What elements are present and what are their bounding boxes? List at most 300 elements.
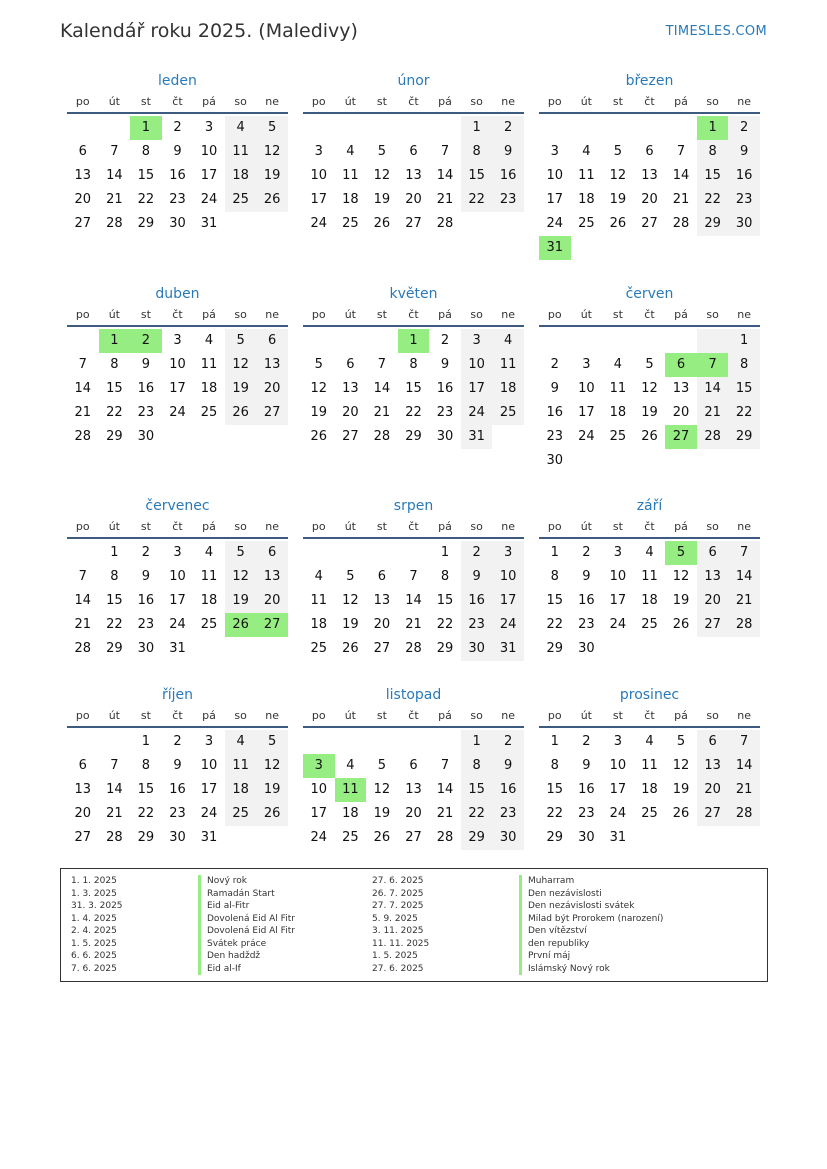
day-cell: 28 <box>697 425 729 449</box>
empty-day <box>335 541 367 565</box>
empty-day <box>697 329 729 353</box>
weekday-label: so <box>234 520 247 533</box>
day-cell: 6 <box>409 144 418 159</box>
month-name: červenec <box>145 498 210 514</box>
legend-names-left <box>198 875 295 975</box>
day-cell: 16 <box>578 782 595 797</box>
header-divider <box>67 726 288 728</box>
weekday-label: čt <box>172 520 183 533</box>
weekday-header <box>539 517 760 537</box>
week-row <box>539 401 760 425</box>
day-cell: 9 <box>461 565 493 589</box>
header-divider <box>67 537 288 539</box>
day-cell: 10 <box>461 353 493 377</box>
day-cell: 1 <box>550 734 559 749</box>
week-row <box>67 637 288 661</box>
weekday-label: so <box>470 709 483 722</box>
day-cell: 14 <box>728 565 760 589</box>
empty-day <box>602 449 634 473</box>
day-cell: 26 <box>373 830 391 845</box>
day-cell: 29 <box>728 425 760 449</box>
month-4 <box>303 283 524 449</box>
day-cell: 8 <box>110 357 119 372</box>
weekday-label: pá <box>438 520 452 533</box>
day-cell: 2 <box>492 730 524 754</box>
day-cell: 22 <box>546 617 564 632</box>
holiday-day-cell: 26 <box>225 613 257 637</box>
month-2 <box>539 70 760 260</box>
weekday-label: ne <box>501 520 516 533</box>
day-cell: 17 <box>200 782 218 797</box>
week-row <box>303 353 524 377</box>
weekday-label: st <box>612 308 623 321</box>
empty-day <box>665 826 697 850</box>
weekday-label: čt <box>408 709 419 722</box>
day-cell: 5 <box>256 116 288 140</box>
empty-day <box>665 449 697 473</box>
month-name: červen <box>625 286 674 302</box>
day-cell: 6 <box>697 541 729 565</box>
weekday-label: út <box>580 520 592 533</box>
day-cell: 18 <box>342 806 359 821</box>
day-cell: 20 <box>74 192 92 207</box>
day-cell: 8 <box>728 353 760 377</box>
weekday-label: st <box>140 95 151 108</box>
day-cell: 17 <box>492 589 524 613</box>
day-cell: 8 <box>461 140 493 164</box>
day-cell: 28 <box>728 613 760 637</box>
weekday-label: út <box>580 308 592 321</box>
day-cell: 29 <box>106 641 123 656</box>
day-cell: 16 <box>492 778 524 802</box>
weekday-label: út <box>344 520 356 533</box>
empty-day <box>571 449 603 473</box>
week-row <box>303 188 524 212</box>
header-divider <box>539 325 760 327</box>
legend-date: 27. 7. 2025 <box>372 901 424 911</box>
day-cell: 13 <box>373 593 391 608</box>
day-cell: 11 <box>342 168 359 183</box>
day-cell: 7 <box>78 357 87 372</box>
legend-date: 1. 1. 2025 <box>71 876 117 886</box>
day-cell: 11 <box>225 140 257 164</box>
day-cell: 2 <box>582 734 591 749</box>
day-cell: 10 <box>169 357 186 372</box>
legend-date: 26. 7. 2025 <box>372 888 424 899</box>
day-cell: 15 <box>461 778 493 802</box>
day-cell: 19 <box>672 782 690 797</box>
day-cell: 12 <box>672 758 690 773</box>
day-cell: 25 <box>342 216 359 231</box>
day-cell: 22 <box>106 617 123 632</box>
day-cell: 20 <box>672 405 690 420</box>
week-row <box>539 449 760 473</box>
day-cell: 6 <box>78 144 87 159</box>
day-cell: 28 <box>74 429 92 444</box>
weekday-label: út <box>580 95 592 108</box>
day-cell: 15 <box>137 782 155 797</box>
month-9 <box>67 684 288 850</box>
week-row <box>539 730 760 754</box>
day-cell: 25 <box>225 188 257 212</box>
day-cell: 30 <box>137 641 155 656</box>
day-cell: 9 <box>173 758 182 773</box>
week-row <box>303 164 524 188</box>
month-10 <box>303 684 524 850</box>
day-cell: 15 <box>137 168 155 183</box>
empty-day <box>697 449 729 473</box>
day-cell: 11 <box>641 758 658 773</box>
holiday-legend <box>60 868 768 982</box>
header-divider <box>303 112 524 114</box>
week-row <box>67 425 288 449</box>
day-cell: 9 <box>582 758 591 773</box>
empty-day <box>728 449 760 473</box>
day-cell: 9 <box>141 357 151 372</box>
weekday-label: st <box>376 709 387 722</box>
weekday-label: st <box>140 520 151 533</box>
weekday-label: ne <box>265 709 280 722</box>
weekday-header <box>303 92 524 112</box>
day-cell: 21 <box>74 617 92 632</box>
day-cell: 24 <box>310 830 328 845</box>
day-cell: 1 <box>728 329 760 353</box>
legend-holiday-name: První máj <box>519 950 663 963</box>
week-row <box>539 164 760 188</box>
day-cell: 17 <box>609 593 627 608</box>
empty-day <box>634 236 666 260</box>
weekday-label: st <box>612 520 623 533</box>
month-1 <box>303 70 524 236</box>
day-cell: 19 <box>373 806 391 821</box>
legend-date: 27. 6. 2025 <box>372 963 424 974</box>
week-row <box>539 802 760 826</box>
week-row <box>303 613 524 637</box>
day-cell: 4 <box>314 569 323 584</box>
empty-day <box>67 730 99 754</box>
day-cell: 15 <box>546 593 564 608</box>
week-row <box>67 212 288 236</box>
header-divider <box>303 726 524 728</box>
legend-holiday-name: Nový rok <box>198 875 295 888</box>
day-cell: 30 <box>169 216 186 231</box>
weekday-label: po <box>75 520 90 533</box>
weekday-label: pá <box>202 308 216 321</box>
legend-holiday-name: Ramadán Start <box>198 888 295 901</box>
empty-day <box>193 637 225 661</box>
day-cell: 17 <box>200 168 218 183</box>
day-cell: 3 <box>613 545 623 560</box>
day-cell: 23 <box>137 405 155 420</box>
week-row <box>303 730 524 754</box>
week-row <box>539 565 760 589</box>
day-cell: 20 <box>405 192 422 207</box>
day-cell: 18 <box>578 192 595 207</box>
day-cell: 25 <box>200 405 218 420</box>
day-cell: 4 <box>225 730 257 754</box>
day-cell: 21 <box>672 192 690 207</box>
header-divider <box>303 325 524 327</box>
legend-date: 1. 3. 2025 <box>71 888 117 899</box>
month-name: říjen <box>161 687 194 703</box>
day-cell: 21 <box>697 401 729 425</box>
day-cell: 8 <box>550 569 559 584</box>
weekday-label: po <box>75 95 90 108</box>
legend-date: 5. 9. 2025 <box>372 913 418 924</box>
weekday-label: pá <box>674 520 688 533</box>
day-cell: 8 <box>697 140 729 164</box>
empty-day <box>366 730 398 754</box>
day-cell: 9 <box>728 140 760 164</box>
day-cell: 13 <box>697 754 729 778</box>
weekday-header <box>539 92 760 112</box>
day-cell: 6 <box>377 569 387 584</box>
day-cell: 4 <box>645 545 654 560</box>
week-row <box>67 329 288 353</box>
weekday-label: st <box>612 95 623 108</box>
legend-holiday-name: Milad být Prorokem (narození) <box>519 913 663 926</box>
day-cell: 19 <box>225 377 257 401</box>
weekday-label: út <box>108 95 120 108</box>
day-cell: 14 <box>436 782 454 797</box>
day-cell: 25 <box>609 429 627 444</box>
empty-day <box>539 116 571 140</box>
day-cell: 21 <box>106 806 123 821</box>
day-cell: 20 <box>405 806 422 821</box>
day-cell: 23 <box>546 429 564 444</box>
week-row <box>303 212 524 236</box>
day-cell: 18 <box>641 593 658 608</box>
weekday-label: pá <box>674 95 688 108</box>
weekday-header <box>67 517 288 537</box>
weekday-label: so <box>470 520 483 533</box>
day-cell: 19 <box>342 617 359 632</box>
day-cell: 22 <box>461 188 493 212</box>
weekday-label: so <box>706 709 719 722</box>
day-cell: 25 <box>225 802 257 826</box>
day-cell: 21 <box>405 617 422 632</box>
day-cell: 30 <box>728 212 760 236</box>
weekday-label: po <box>75 709 90 722</box>
day-cell: 14 <box>672 168 690 183</box>
day-cell: 11 <box>310 593 328 608</box>
day-cell: 16 <box>169 782 186 797</box>
day-cell: 5 <box>613 144 623 159</box>
week-row <box>67 164 288 188</box>
weekday-label: čt <box>408 95 419 108</box>
day-cell: 2 <box>550 357 559 372</box>
day-cell: 14 <box>74 381 92 396</box>
day-cell: 11 <box>641 569 658 584</box>
week-row <box>303 826 524 850</box>
weekday-label: po <box>311 95 326 108</box>
day-cell: 14 <box>405 593 422 608</box>
day-cell: 23 <box>578 806 595 821</box>
empty-day <box>398 730 430 754</box>
week-row <box>539 329 760 353</box>
header-divider <box>67 325 288 327</box>
empty-day <box>571 236 603 260</box>
day-cell: 3 <box>492 541 524 565</box>
weekday-label: ne <box>737 95 752 108</box>
empty-day <box>366 116 398 140</box>
weekday-label: so <box>234 709 247 722</box>
weekday-label: pá <box>202 709 216 722</box>
day-cell: 12 <box>641 381 658 396</box>
day-cell: 30 <box>578 830 595 845</box>
weekday-label: čt <box>408 308 419 321</box>
day-cell: 27 <box>405 830 422 845</box>
day-cell: 18 <box>342 192 359 207</box>
month-0 <box>67 70 288 236</box>
holiday-day-cell: 2 <box>130 329 162 353</box>
day-cell: 16 <box>137 381 155 396</box>
day-cell: 2 <box>440 333 450 348</box>
weekday-label: čt <box>644 308 655 321</box>
header-divider <box>303 537 524 539</box>
header-divider <box>539 537 760 539</box>
day-cell: 26 <box>342 641 359 656</box>
legend-holiday-name: den republiky <box>519 938 663 951</box>
day-cell: 23 <box>461 613 493 637</box>
day-cell: 8 <box>110 569 119 584</box>
day-cell: 28 <box>436 830 454 845</box>
day-cell: 10 <box>578 381 595 396</box>
day-cell: 24 <box>200 192 218 207</box>
weekday-label: út <box>344 308 356 321</box>
day-cell: 27 <box>74 216 92 231</box>
day-cell: 24 <box>200 806 218 821</box>
day-cell: 4 <box>582 144 591 159</box>
day-cell: 18 <box>641 782 658 797</box>
day-cell: 7 <box>440 144 450 159</box>
empty-day <box>162 425 194 449</box>
day-cell: 16 <box>546 405 564 420</box>
day-cell: 28 <box>672 216 690 231</box>
weekday-label: st <box>376 95 387 108</box>
week-row <box>67 589 288 613</box>
day-cell: 4 <box>613 357 623 372</box>
week-row <box>539 541 760 565</box>
day-cell: 31 <box>169 641 186 656</box>
legend-date: 11. 11. 2025 <box>372 938 430 949</box>
day-cell: 21 <box>106 192 123 207</box>
holiday-day-cell: 1 <box>398 329 430 353</box>
day-cell: 4 <box>492 329 524 353</box>
weekday-label: út <box>108 308 120 321</box>
day-cell: 8 <box>550 758 559 773</box>
day-cell: 12 <box>256 754 288 778</box>
week-row <box>303 425 524 449</box>
day-cell: 3 <box>173 333 182 348</box>
weekday-label: út <box>344 709 356 722</box>
weekday-label: po <box>547 520 562 533</box>
day-cell: 20 <box>641 192 658 207</box>
day-cell: 1 <box>550 545 559 560</box>
day-cell: 3 <box>582 357 591 372</box>
month-name: listopad <box>385 687 442 703</box>
day-cell: 8 <box>141 758 151 773</box>
day-cell: 20 <box>74 806 92 821</box>
empty-day <box>225 826 257 850</box>
weekday-label: čt <box>644 520 655 533</box>
header-divider <box>539 726 760 728</box>
day-cell: 4 <box>346 144 355 159</box>
day-cell: 29 <box>106 429 123 444</box>
day-cell: 22 <box>106 405 123 420</box>
day-cell: 27 <box>405 216 422 231</box>
day-cell: 11 <box>200 569 218 584</box>
day-cell: 10 <box>546 168 564 183</box>
empty-day <box>728 637 760 661</box>
day-cell: 16 <box>492 164 524 188</box>
weekday-header <box>303 305 524 325</box>
empty-day <box>665 116 697 140</box>
day-cell: 24 <box>609 806 627 821</box>
day-cell: 18 <box>200 381 218 396</box>
week-row <box>67 754 288 778</box>
day-cell: 5 <box>225 329 257 353</box>
day-cell: 7 <box>440 758 450 773</box>
weekday-label: st <box>140 308 151 321</box>
day-cell: 4 <box>204 545 214 560</box>
weekday-label: po <box>547 308 562 321</box>
day-cell: 8 <box>141 144 151 159</box>
day-cell: 5 <box>377 758 387 773</box>
day-cell: 13 <box>74 168 92 183</box>
day-cell: 30 <box>546 453 564 468</box>
day-cell: 9 <box>550 381 559 396</box>
day-cell: 9 <box>173 144 182 159</box>
day-cell: 17 <box>169 381 186 396</box>
week-row <box>539 754 760 778</box>
month-11 <box>539 684 760 850</box>
day-cell: 3 <box>204 734 214 749</box>
day-cell: 10 <box>609 758 627 773</box>
legend-holiday-name: Muharram <box>519 875 663 888</box>
month-name: únor <box>397 73 430 89</box>
day-cell: 31 <box>461 425 493 449</box>
day-cell: 31 <box>492 637 524 661</box>
day-cell: 17 <box>310 806 328 821</box>
weekday-header <box>539 305 760 325</box>
day-cell: 18 <box>200 593 218 608</box>
day-cell: 29 <box>697 212 729 236</box>
legend-date: 6. 6. 2025 <box>71 951 117 961</box>
weekday-label: ne <box>737 520 752 533</box>
day-cell: 26 <box>256 188 288 212</box>
brand-link[interactable]: TIMESLES.COM <box>665 24 767 39</box>
week-row <box>303 637 524 661</box>
day-cell: 14 <box>436 168 454 183</box>
day-cell: 8 <box>461 754 493 778</box>
empty-day <box>225 425 257 449</box>
day-cell: 2 <box>492 116 524 140</box>
day-cell: 30 <box>578 641 595 656</box>
legend-holiday-name: Svátek práce <box>198 938 295 951</box>
day-cell: 15 <box>697 164 729 188</box>
day-cell: 10 <box>609 569 627 584</box>
legend-holiday-name: Islámský Nový rok <box>519 963 663 976</box>
weekday-label: so <box>234 95 247 108</box>
legend-holiday-name: Den hadždž <box>198 950 295 963</box>
day-cell: 12 <box>310 381 328 396</box>
month-name: leden <box>158 73 197 89</box>
day-cell: 5 <box>377 144 387 159</box>
weekday-header <box>67 92 288 112</box>
holiday-day-cell: 27 <box>665 425 697 449</box>
day-cell: 3 <box>314 144 323 159</box>
